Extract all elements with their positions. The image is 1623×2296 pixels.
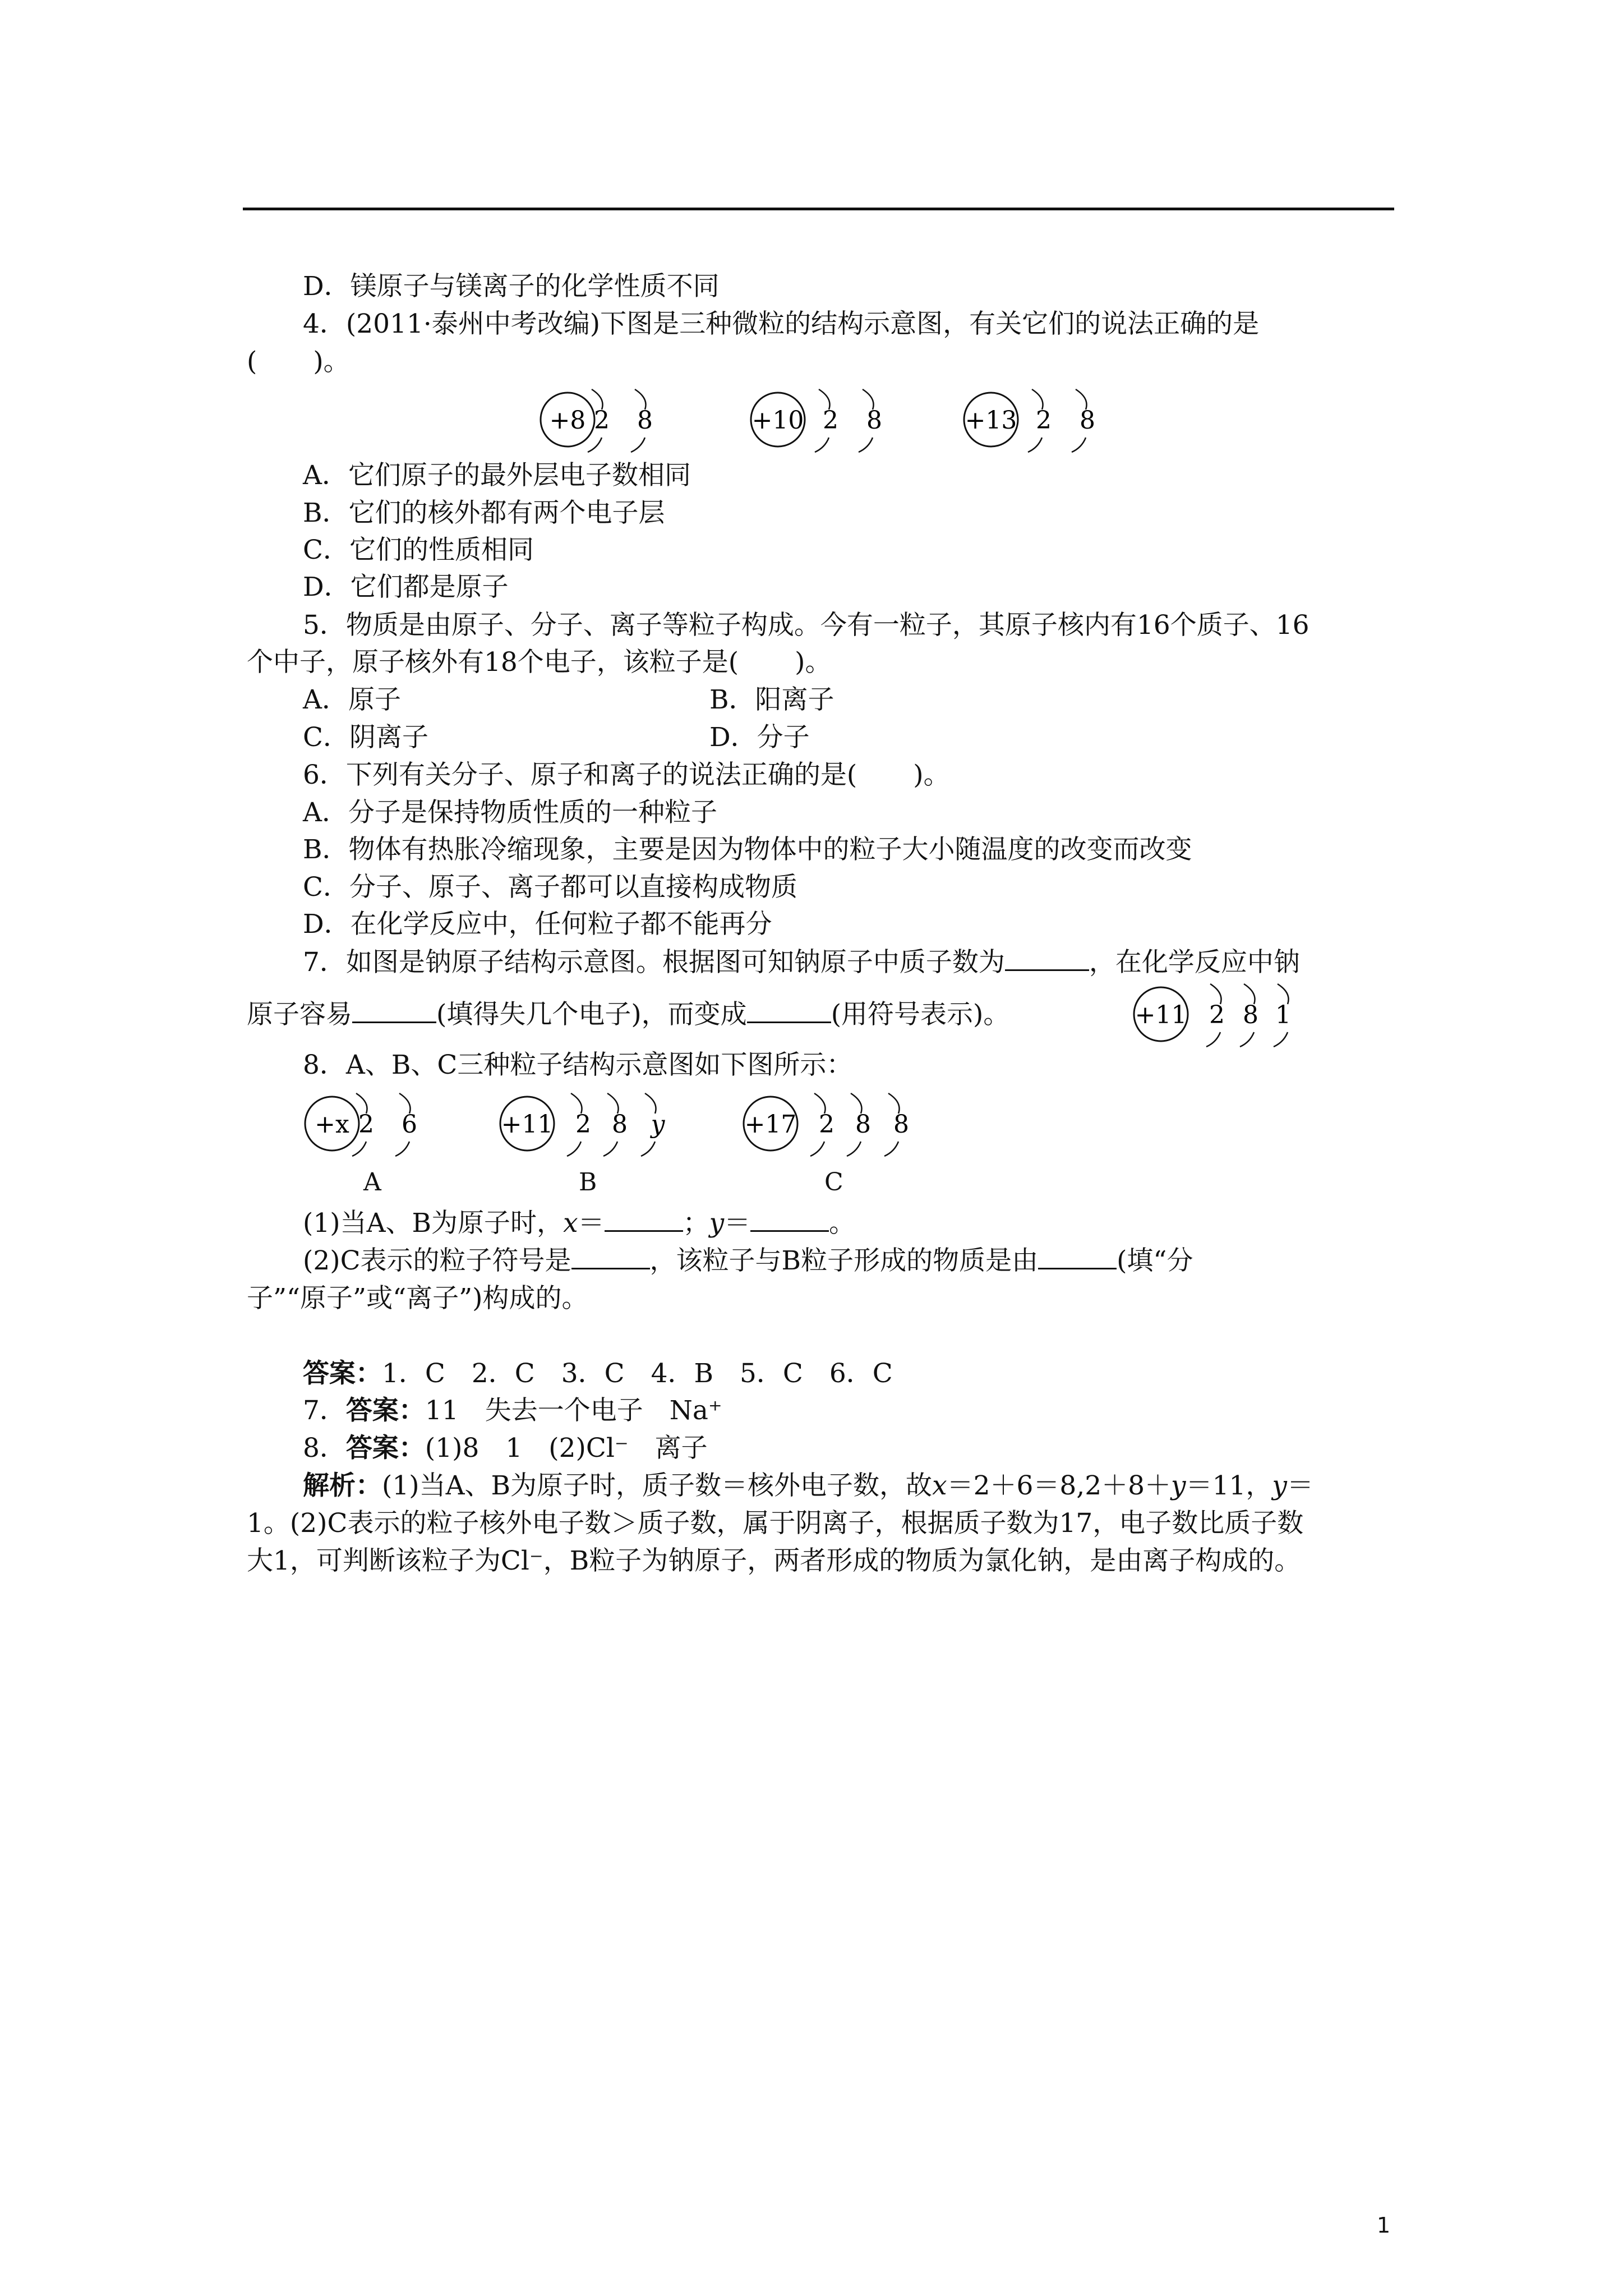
q7-stem: 7．如图是钠原子结构示意图。根据图可知钠原子中质子数为 ，在化学反应中钠 [303,947,1300,978]
nucleus-charge: +8 [549,406,586,435]
q6-stem: 6．下列有关分子、原子和离子的说法正确的是( )。 [303,760,950,790]
q8-diagram-a [303,1085,449,1164]
q4-option-d: D．它们都是原子 [303,572,509,602]
shell-2-count: 8 [637,406,653,435]
nucleus-charge: +11 [1135,1001,1187,1029]
shell-1-count: 2 [819,1110,834,1139]
q6-option-d: D．在化学反应中，任何粒子都不能再分 [303,909,772,940]
q5-option-c: C．阴离子 [303,722,428,753]
shell-2-count: 8 [612,1110,628,1139]
nucleus-charge: +13 [965,406,1017,435]
q4-diagram-1 [538,381,684,460]
q3-option-d: D．镁原子与镁离子的化学性质不同 [303,271,720,302]
explanation-1: 解析：(1)当A、B为原子时，质子数＝核外电子数，故x＝2＋6＝8,2＋8＋y＝11，y＝ [303,1470,1313,1501]
q7-stem-cont: 原子容易 (填得失几个电子)，而变成 (用符号表示)。 [247,999,1010,1030]
q5-stem: 5．物质是由原子、分子、离子等粒子构成。今有一粒子，其原子核内有16个质子、16 [303,610,1310,641]
explanation-2: 1。(2)C表示的粒子核外电子数＞质子数，属于阴离子，根据质子数为17，电子数比质子数 [247,1508,1304,1539]
shell-2-count: 8 [866,406,882,435]
q6-option-b: B．物体有热胀冷缩现象，主要是因为物体中的粒子大小随温度的改变而改变 [303,834,1192,865]
q6-option-a: A．分子是保持物质性质的一种粒子 [303,797,717,828]
shell-1-count: 2 [358,1110,374,1139]
q7-blank-2[interactable] [352,998,436,1023]
q4-diagram-3 [962,381,1108,460]
page-number: 1 [1377,2213,1391,2238]
q5-option-a: A．原子 [303,684,401,715]
q8-diagram-c [741,1085,932,1164]
header-rule [243,208,1394,210]
nucleus-charge: +x [315,1110,349,1139]
shell-2-count: 8 [1080,406,1095,435]
shell-3-count: 8 [893,1110,909,1139]
shell-2-count: 6 [402,1110,417,1139]
answers-8: 8．答案：(1)8 1 (2)Cl⁻ 离子 [303,1433,708,1464]
q4-option-c: C．它们的性质相同 [303,535,534,565]
q5-stem-cont: 个中子，原子核外有18个电子，该粒子是( )。 [247,647,832,678]
q5-option-d: D．分子 [709,722,810,753]
q8-blank-x[interactable] [605,1207,683,1232]
explanation-3: 大1，可判断该粒子为Cl⁻，B粒子为钠原子，两者形成的物质为氯化钠，是由离子构成的。 [247,1545,1301,1576]
q8-blank-symbol[interactable] [571,1244,650,1269]
q7-blank-1[interactable] [1005,946,1089,971]
q4-answer-paren: ( )。 [247,346,350,377]
q4-option-b: B．它们的核外都有两个电子层 [303,498,665,528]
q7-sodium-diagram [1132,976,1311,1055]
shell-1-count: 2 [823,406,838,435]
q7-blank-3[interactable] [747,998,831,1023]
label-c: C [824,1168,843,1197]
q8-sub-1: (1)当A、B为原子时，x＝ ；y＝ 。 [303,1208,856,1239]
q4-diagram-2 [749,381,895,460]
q8-blank-y[interactable] [750,1207,829,1232]
shell-3-count: y [651,1110,665,1139]
q8-stem: 8．A、B、C三种粒子结构示意图如下图所示： [303,1050,853,1080]
q4-option-a: A．它们原子的最外层电子数相同 [303,460,691,491]
answers-7: 7．答案：11 失去一个电子 Na⁺ [303,1395,722,1426]
answers-1: 答案：1．C 2．C 3．C 4．B 5．C 6．C [303,1358,893,1389]
nucleus-charge: +11 [501,1110,554,1139]
shell-1-count: 2 [575,1110,591,1139]
shell-1-count: 2 [594,406,610,435]
q8-sub-2: (2)C表示的粒子符号是 ，该粒子与B粒子形成的物质是由 (填“分 [303,1245,1193,1276]
q8-blank-type[interactable] [1038,1244,1117,1269]
label-b: B [579,1168,597,1197]
shell-3-count: 1 [1275,1001,1291,1029]
q4-stem: 4．(2011·泰州中考改编)下图是三种微粒的结构示意图，有关它们的说法正确的是 [303,309,1260,339]
q8-diagram-b [498,1085,689,1164]
shell-1-count: 2 [1209,1001,1225,1029]
q6-option-c: C．分子、原子、离子都可以直接构成物质 [303,872,797,903]
nucleus-charge: +17 [744,1110,797,1139]
shell-2-count: 8 [855,1110,871,1139]
label-a: A [363,1168,381,1197]
q5-option-b: B．阳离子 [709,684,834,715]
shell-2-count: 8 [1243,1001,1258,1029]
shell-1-count: 2 [1036,406,1052,435]
nucleus-charge: +10 [751,406,804,435]
q8-sub-2-cont: 子”“原子”或“离子”)构成的。 [247,1283,588,1314]
